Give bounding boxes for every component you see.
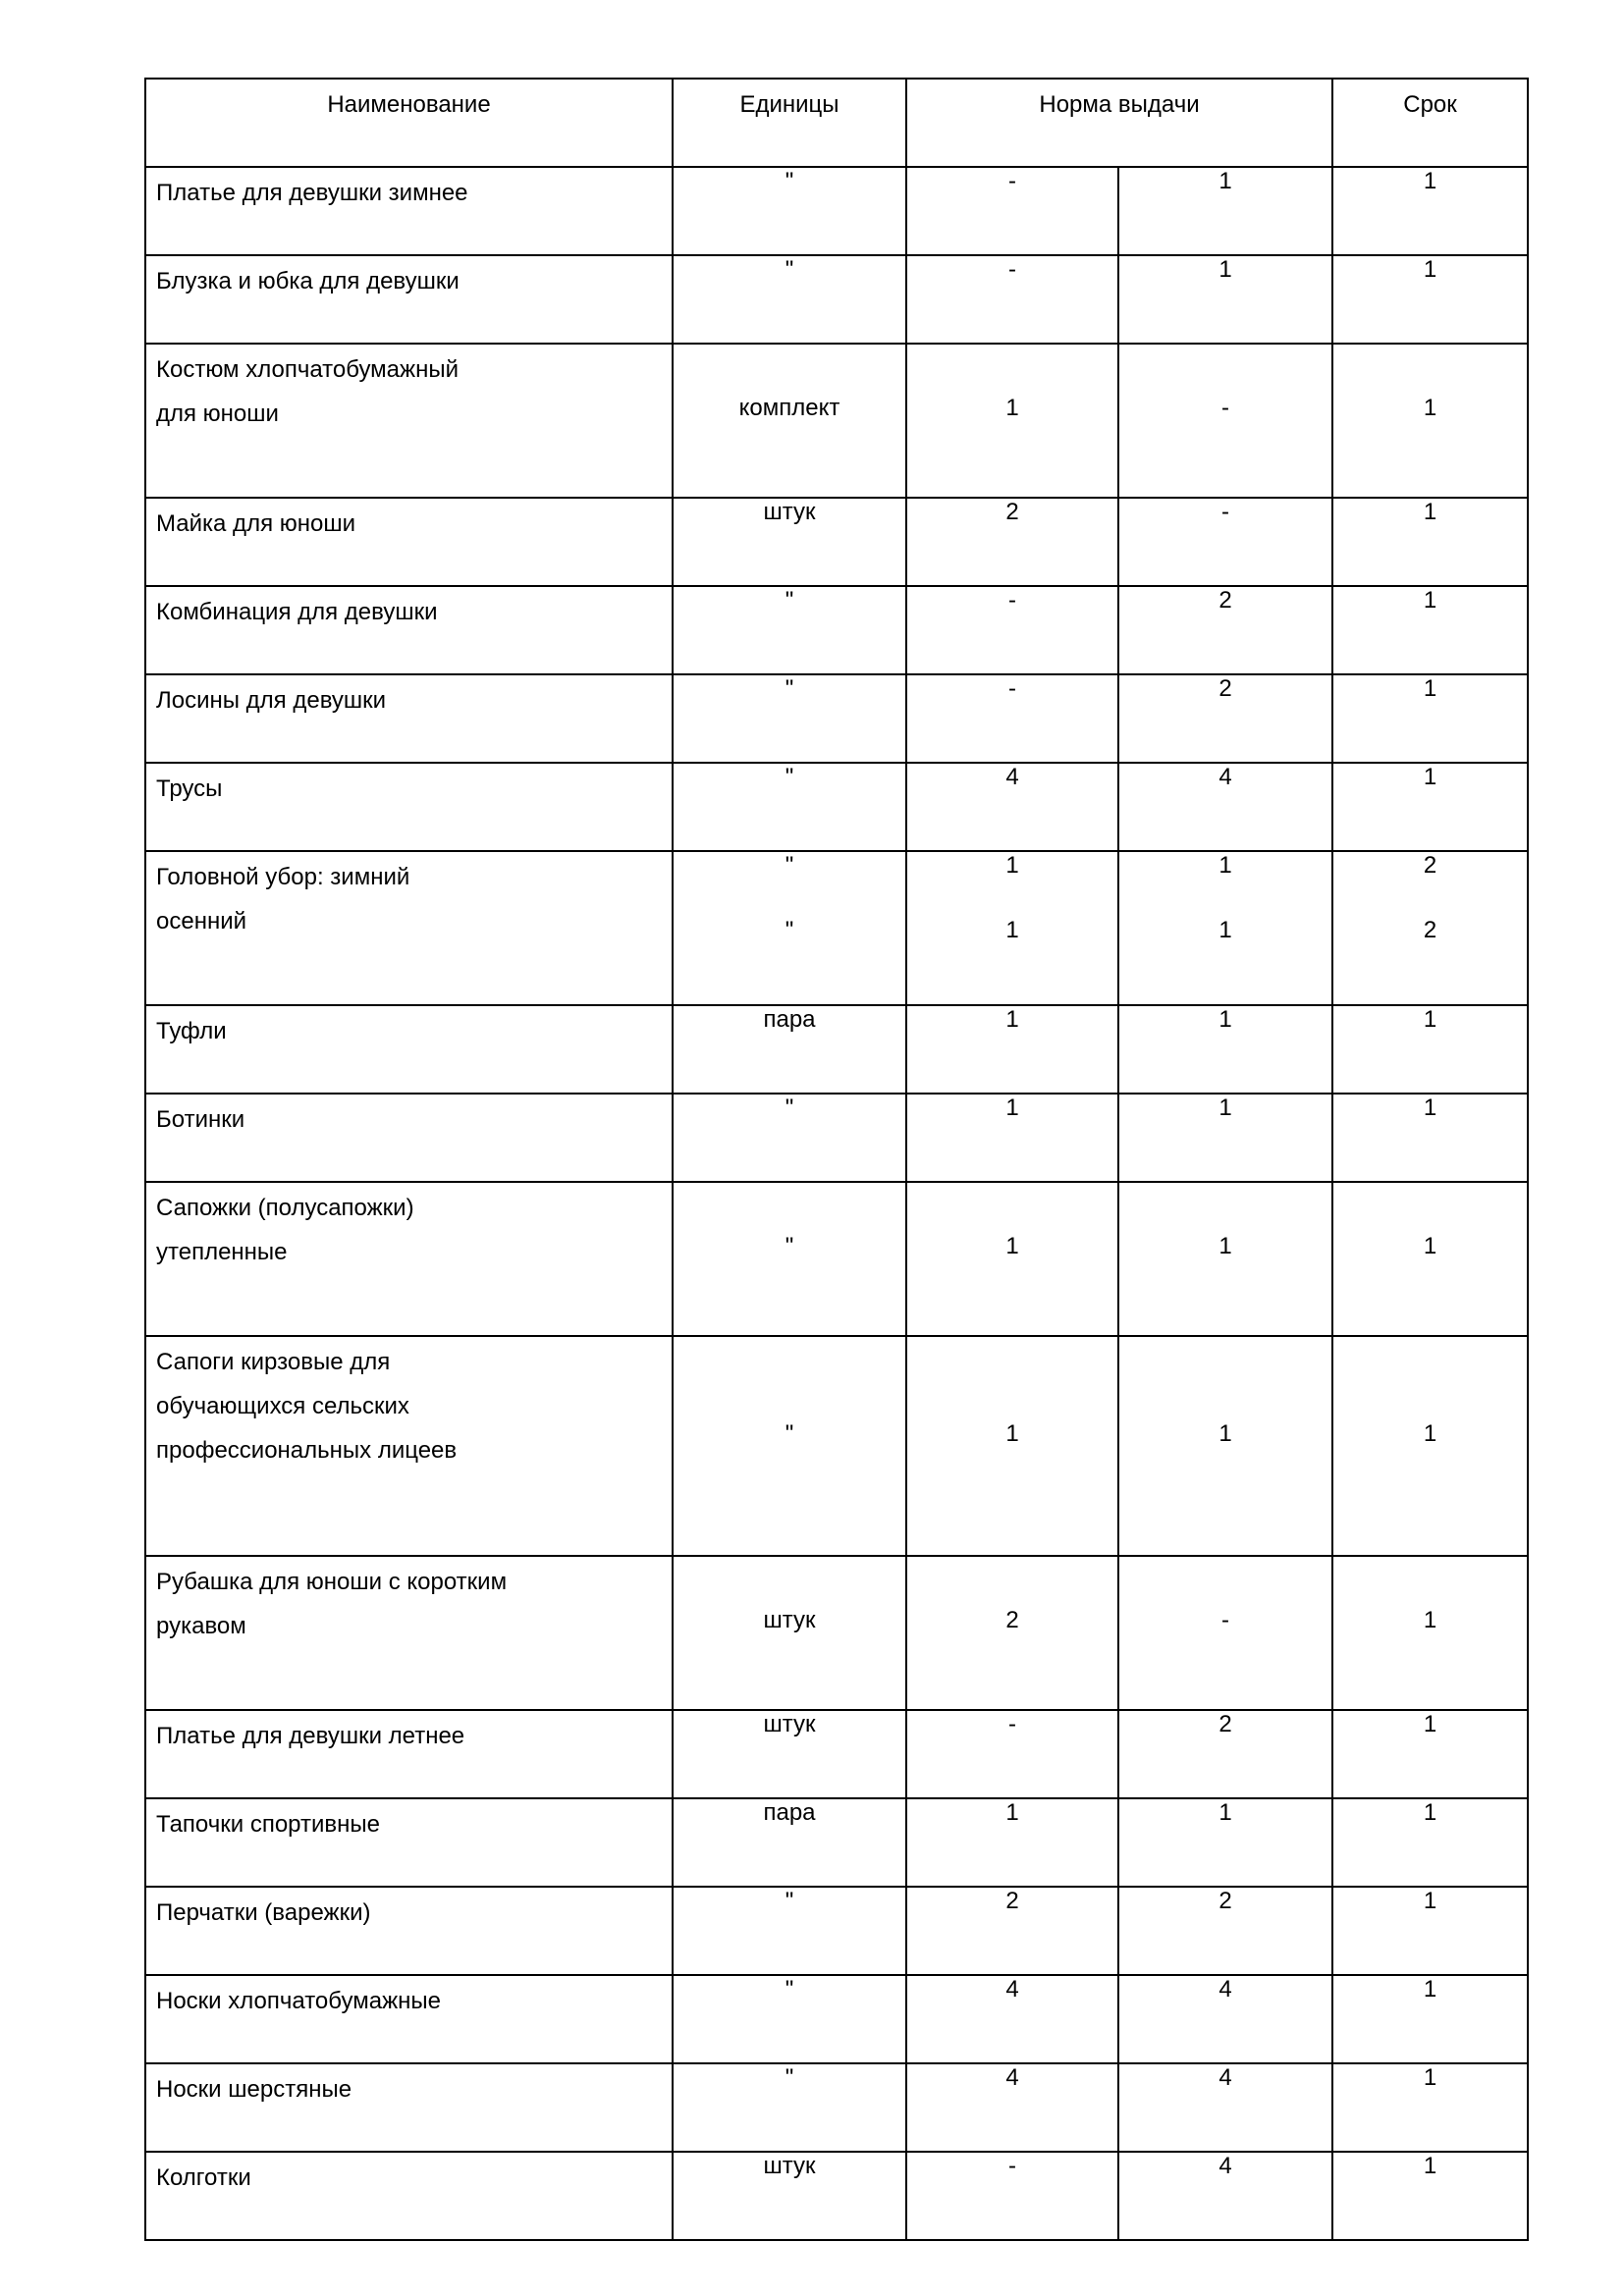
- table-row: [145, 1182, 1528, 1336]
- unit-value: ": [785, 764, 794, 790]
- unit-value: ": [785, 1976, 794, 2002]
- norm-b-value: 4: [1218, 2153, 1232, 2179]
- unit-cell: [673, 167, 906, 255]
- unit-value: ": [785, 256, 794, 283]
- table-row: [145, 1710, 1528, 1798]
- term-cell: [1332, 674, 1528, 763]
- norm-b-value: 4: [1218, 1976, 1232, 2002]
- norm-a-cell: [906, 1887, 1118, 1975]
- unit-cell: [673, 851, 906, 1005]
- unit-value: штук: [763, 2153, 816, 2179]
- norm-a-cell: [906, 1798, 1118, 1887]
- term-value: 1: [1423, 168, 1437, 194]
- term-cell: [1332, 1887, 1528, 1975]
- norm-a-value: 1: [1005, 852, 1019, 879]
- norm-b-value: 2: [1218, 1888, 1232, 1914]
- norm-b-value: 1: [1218, 1419, 1232, 1447]
- term-value: 1: [1423, 1006, 1437, 1033]
- unit-cell: [673, 1975, 906, 2063]
- item-name-line: Блузка и юбка для девушки: [156, 268, 460, 294]
- norm-b-value: 2: [1218, 587, 1232, 614]
- item-name-line: Платье для девушки зимнее: [156, 180, 468, 206]
- norm-b-value: 1: [1218, 168, 1232, 194]
- unit-cell: [673, 1887, 906, 1975]
- norm-a-cell: [906, 2063, 1118, 2152]
- unit-cell: [673, 586, 906, 674]
- norm-b-value: 1: [1218, 1799, 1232, 1826]
- norm-b-value: 1: [1218, 1233, 1232, 1259]
- item-name-line: Носки шерстяные: [156, 2076, 352, 2103]
- table-row: [145, 2063, 1528, 2152]
- norm-a-value: 1: [1005, 1006, 1019, 1033]
- unit-cell: [673, 1005, 906, 1094]
- norm-b-value: 4: [1218, 2064, 1232, 2091]
- term-value: 1: [1423, 1419, 1437, 1447]
- norm-b-cell: [1118, 851, 1332, 1005]
- norm-a-cell: [906, 255, 1118, 344]
- unit-cell: [673, 2063, 906, 2152]
- norm-a-value: 1: [1005, 917, 1019, 943]
- item-name-line: Туфли: [156, 1018, 227, 1044]
- term-value: 2: [1423, 917, 1437, 943]
- item-name-cell: [145, 255, 673, 344]
- unit-value: ": [785, 917, 794, 943]
- term-cell: [1332, 344, 1528, 498]
- norm-a-cell: [906, 2152, 1118, 2240]
- norm-a-cell: [906, 167, 1118, 255]
- unit-value: штук: [763, 499, 816, 525]
- norm-b-cell: [1118, 1094, 1332, 1182]
- norm-a-value: 4: [1005, 764, 1019, 790]
- item-name-line: для юноши: [156, 400, 279, 427]
- norm-a-cell: [906, 1556, 1118, 1710]
- term-cell: [1332, 1556, 1528, 1710]
- unit-value: ": [785, 1095, 794, 1121]
- item-name-line: Головной убор: зимний: [156, 864, 410, 890]
- item-name-line: Лосины для девушки: [156, 687, 387, 714]
- unit-cell: [673, 1336, 906, 1556]
- table-row: [145, 344, 1528, 498]
- term-value: 1: [1423, 1976, 1437, 2002]
- table-row: [145, 586, 1528, 674]
- unit-value: штук: [763, 1711, 816, 1737]
- item-name-cell: [145, 1798, 673, 1887]
- norm-b-cell: [1118, 1005, 1332, 1094]
- table-row: [145, 1887, 1528, 1975]
- term-value: 1: [1423, 587, 1437, 614]
- norm-a-value: -: [1008, 168, 1016, 194]
- norm-b-value: 1: [1218, 256, 1232, 283]
- norm-a-cell: [906, 763, 1118, 851]
- item-name-line: Костюм хлопчатобумажный: [156, 356, 459, 383]
- table-row: [145, 674, 1528, 763]
- table-row: [145, 1005, 1528, 1094]
- term-value: 1: [1423, 675, 1437, 702]
- table-row: [145, 1798, 1528, 1887]
- table-row: [145, 1556, 1528, 1710]
- item-name-line: Тапочки спортивные: [156, 1811, 380, 1838]
- term-value: 1: [1423, 499, 1437, 525]
- norm-a-value: 1: [1005, 395, 1019, 421]
- norm-a-value: -: [1008, 587, 1016, 614]
- item-name-line: рукавом: [156, 1613, 246, 1639]
- norm-b-cell: [1118, 1798, 1332, 1887]
- item-name-line: Трусы: [156, 775, 223, 802]
- item-name-line: Колготки: [156, 2164, 251, 2191]
- term-cell: [1332, 1094, 1528, 1182]
- unit-value: ": [785, 1888, 794, 1914]
- term-value: 1: [1423, 764, 1437, 790]
- term-value: 2: [1423, 852, 1437, 879]
- norm-a-cell: [906, 1336, 1118, 1556]
- norm-b-cell: [1118, 1182, 1332, 1336]
- norm-b-cell: [1118, 167, 1332, 255]
- table-row: [145, 498, 1528, 586]
- unit-cell: [673, 1094, 906, 1182]
- item-name-line: Майка для юноши: [156, 510, 355, 537]
- unit-value: ": [785, 852, 794, 879]
- norm-a-cell: [906, 851, 1118, 1005]
- norm-a-cell: [906, 1182, 1118, 1336]
- term-value: 1: [1423, 2153, 1437, 2179]
- norm-b-cell: [1118, 1556, 1332, 1710]
- item-name-cell: [145, 1005, 673, 1094]
- header-norm: Норма выдачи: [906, 79, 1332, 167]
- item-name-line: обучающихся сельских: [156, 1393, 409, 1419]
- table-row: [145, 851, 1528, 1005]
- term-cell: [1332, 1336, 1528, 1556]
- norm-b-cell: [1118, 763, 1332, 851]
- term-cell: [1332, 255, 1528, 344]
- norm-b-cell: [1118, 674, 1332, 763]
- unit-cell: [673, 1182, 906, 1336]
- item-name-cell: [145, 674, 673, 763]
- norm-a-value: 1: [1005, 1233, 1019, 1259]
- norm-a-value: 2: [1005, 1888, 1019, 1914]
- header-unit: Единицы: [673, 79, 906, 167]
- unit-value: ": [785, 1233, 794, 1259]
- item-name-line: утепленные: [156, 1239, 288, 1265]
- item-name-cell: [145, 1336, 673, 1556]
- unit-cell: [673, 763, 906, 851]
- header-term: Срок: [1332, 79, 1528, 167]
- term-value: 1: [1423, 256, 1437, 283]
- item-name-line: Носки хлопчатобумажные: [156, 1988, 441, 2014]
- norm-a-cell: [906, 344, 1118, 498]
- norm-b-value: 4: [1218, 764, 1232, 790]
- norm-a-value: 1: [1005, 1419, 1019, 1447]
- unit-cell: [673, 1556, 906, 1710]
- item-name-cell: [145, 167, 673, 255]
- table-row: [145, 1094, 1528, 1182]
- item-name-cell: [145, 851, 673, 1005]
- norm-b-value: 2: [1218, 1711, 1232, 1737]
- item-name-line: Сапожки (полусапожки): [156, 1195, 414, 1221]
- item-name-cell: [145, 1710, 673, 1798]
- unit-value: ": [785, 168, 794, 194]
- document-page: [144, 78, 1529, 2241]
- term-cell: [1332, 1710, 1528, 1798]
- term-cell: [1332, 2152, 1528, 2240]
- norm-a-value: 1: [1005, 1799, 1019, 1826]
- table-header-row: [145, 79, 1528, 167]
- norm-a-cell: [906, 1710, 1118, 1798]
- norm-a-value: 1: [1005, 1095, 1019, 1121]
- table-row: [145, 763, 1528, 851]
- item-name-cell: [145, 763, 673, 851]
- term-value: 1: [1423, 2064, 1437, 2091]
- norm-b-cell: [1118, 1975, 1332, 2063]
- item-name-line: Ботинки: [156, 1106, 245, 1133]
- item-name-line: профессиональных лицеев: [156, 1437, 458, 1464]
- clothing-norms-table: [144, 78, 1529, 2241]
- item-name-cell: [145, 498, 673, 586]
- norm-a-cell: [906, 1094, 1118, 1182]
- item-name-cell: [145, 1556, 673, 1710]
- term-cell: [1332, 586, 1528, 674]
- item-name-line: Рубашка для юноши с коротким: [156, 1569, 508, 1595]
- unit-cell: [673, 1798, 906, 1887]
- norm-b-value: 1: [1218, 1006, 1232, 1033]
- item-name-cell: [145, 2063, 673, 2152]
- table-row: [145, 1336, 1528, 1556]
- norm-b-cell: [1118, 1336, 1332, 1556]
- header-name: Наименование: [145, 79, 673, 167]
- norm-a-value: 2: [1005, 499, 1019, 525]
- norm-b-cell: [1118, 1710, 1332, 1798]
- norm-a-value: 2: [1005, 1607, 1019, 1633]
- item-name-cell: [145, 586, 673, 674]
- unit-cell: [673, 344, 906, 498]
- norm-b-cell: [1118, 2063, 1332, 2152]
- term-cell: [1332, 498, 1528, 586]
- term-value: 1: [1423, 1095, 1437, 1121]
- norm-b-value: -: [1221, 395, 1229, 421]
- unit-cell: [673, 674, 906, 763]
- norm-a-value: 4: [1005, 2064, 1019, 2091]
- norm-b-cell: [1118, 586, 1332, 674]
- term-cell: [1332, 763, 1528, 851]
- norm-b-value: -: [1221, 1607, 1229, 1633]
- unit-value: пара: [763, 1799, 816, 1826]
- norm-a-value: -: [1008, 1711, 1016, 1737]
- item-name-line: Перчатки (варежки): [156, 1899, 371, 1926]
- unit-cell: [673, 1710, 906, 1798]
- norm-b-cell: [1118, 1887, 1332, 1975]
- term-value: 1: [1423, 395, 1437, 421]
- item-name-line: Платье для девушки летнее: [156, 1723, 465, 1749]
- term-value: 1: [1423, 1233, 1437, 1259]
- term-value: 1: [1423, 1799, 1437, 1826]
- term-value: 1: [1423, 1711, 1437, 1737]
- unit-cell: [673, 255, 906, 344]
- norm-b-value: 1: [1218, 917, 1232, 943]
- item-name-cell: [145, 1975, 673, 2063]
- norm-b-value: 1: [1218, 852, 1232, 879]
- item-name-cell: [145, 1094, 673, 1182]
- norm-b-cell: [1118, 2152, 1332, 2240]
- item-name-line: Комбинация для девушки: [156, 599, 438, 625]
- unit-value: ": [785, 675, 794, 702]
- term-cell: [1332, 1005, 1528, 1094]
- norm-a-cell: [906, 586, 1118, 674]
- norm-b-cell: [1118, 498, 1332, 586]
- norm-b-cell: [1118, 255, 1332, 344]
- item-name-cell: [145, 1887, 673, 1975]
- term-cell: [1332, 851, 1528, 1005]
- item-name-cell: [145, 1182, 673, 1336]
- norm-a-value: -: [1008, 2153, 1016, 2179]
- term-value: 1: [1423, 1888, 1437, 1914]
- item-name-line: Сапоги кирзовые для: [156, 1349, 391, 1375]
- table-row: [145, 1975, 1528, 2063]
- norm-b-value: 1: [1218, 1095, 1232, 1121]
- unit-value: ": [785, 587, 794, 614]
- table-row: [145, 167, 1528, 255]
- item-name-cell: [145, 344, 673, 498]
- unit-cell: [673, 498, 906, 586]
- norm-a-cell: [906, 1005, 1118, 1094]
- norm-a-cell: [906, 498, 1118, 586]
- unit-value: ": [785, 2064, 794, 2091]
- norm-a-cell: [906, 674, 1118, 763]
- norm-a-value: -: [1008, 675, 1016, 702]
- table-row: [145, 2152, 1528, 2240]
- item-name-cell: [145, 2152, 673, 2240]
- unit-value: пара: [763, 1006, 816, 1033]
- unit-cell: [673, 2152, 906, 2240]
- term-cell: [1332, 2063, 1528, 2152]
- norm-b-value: 2: [1218, 675, 1232, 702]
- norm-b-value: -: [1221, 499, 1229, 525]
- term-cell: [1332, 167, 1528, 255]
- unit-value: ": [785, 1419, 794, 1447]
- unit-value: комплект: [738, 395, 840, 421]
- term-cell: [1332, 1975, 1528, 2063]
- term-cell: [1332, 1182, 1528, 1336]
- table-row: [145, 255, 1528, 344]
- norm-b-cell: [1118, 344, 1332, 498]
- norm-a-value: -: [1008, 256, 1016, 283]
- unit-value: штук: [763, 1607, 816, 1633]
- norm-a-cell: [906, 1975, 1118, 2063]
- term-value: 1: [1423, 1607, 1437, 1633]
- term-cell: [1332, 1798, 1528, 1887]
- item-name-line: осенний: [156, 908, 247, 934]
- norm-a-value: 4: [1005, 1976, 1019, 2002]
